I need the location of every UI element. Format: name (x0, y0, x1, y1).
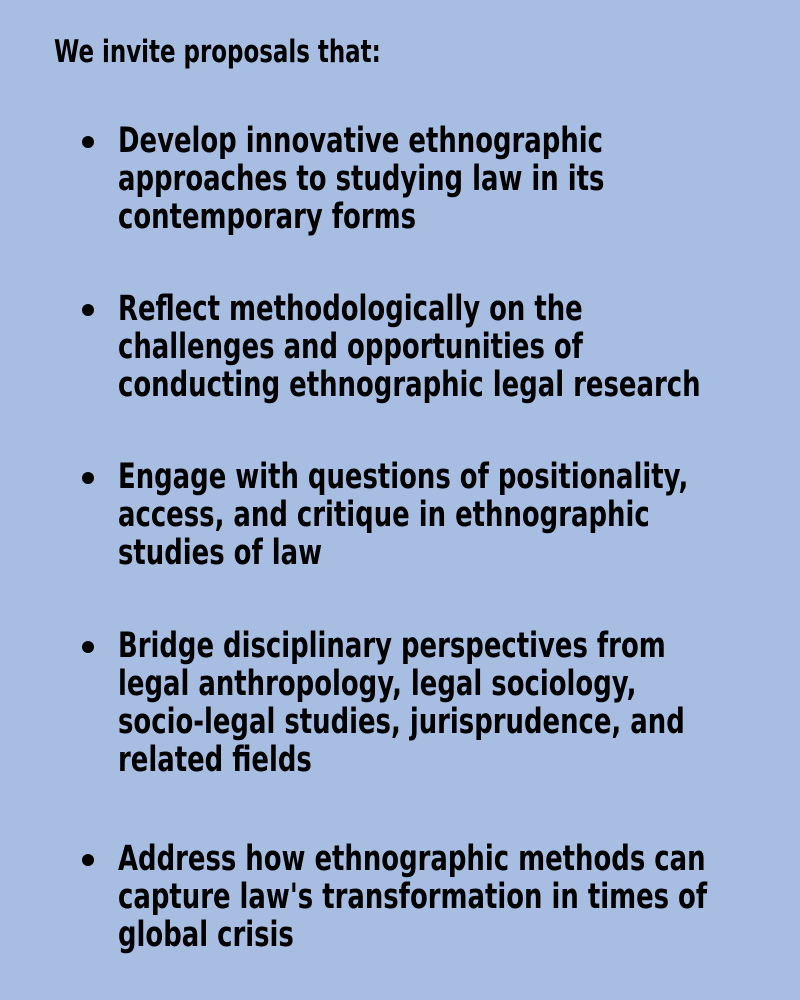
proposal-text-line: access, and critique in ethnographic (118, 495, 650, 535)
proposal-text-line: Address how ethnographic methods can (118, 839, 706, 879)
proposal-text-line: Reflect methodologically on the (118, 289, 583, 329)
proposal-text-line: legal anthropology, legal sociology, (118, 664, 637, 704)
bullet-icon (82, 136, 94, 148)
bullet-icon (82, 472, 94, 484)
proposal-text-line: socio-legal studies, jurisprudence, and (118, 702, 685, 742)
proposal-item-text (118, 840, 707, 954)
proposal-text-line: global crisis (118, 915, 294, 955)
proposal-item-text (118, 122, 604, 236)
bullet-icon (82, 641, 94, 653)
proposal-text-line: studies of law (118, 533, 323, 573)
proposal-text-line: capture law's transformation in times of (118, 877, 708, 917)
proposal-text-line: related fields (118, 740, 312, 780)
proposal-text-line: Engage with questions of positionality, (118, 457, 689, 497)
proposal-text-line: Develop innovative ethnographic (118, 121, 604, 161)
proposal-item-text (118, 627, 685, 779)
proposal-text-line: contemporary forms (118, 197, 417, 237)
proposal-text-line: approaches to studying law in its (118, 159, 605, 199)
proposal-item-text (118, 458, 688, 572)
proposal-text-line: challenges and opportunities of (118, 327, 583, 367)
proposal-text-line: conducting ethnographic legal research (118, 365, 701, 405)
bullet-icon (82, 304, 94, 316)
proposal-item-text (118, 290, 701, 404)
bullet-icon (82, 854, 94, 866)
page-heading: We invite proposals that: (54, 34, 381, 70)
proposal-text-line: Bridge disciplinary perspectives from (118, 626, 666, 666)
